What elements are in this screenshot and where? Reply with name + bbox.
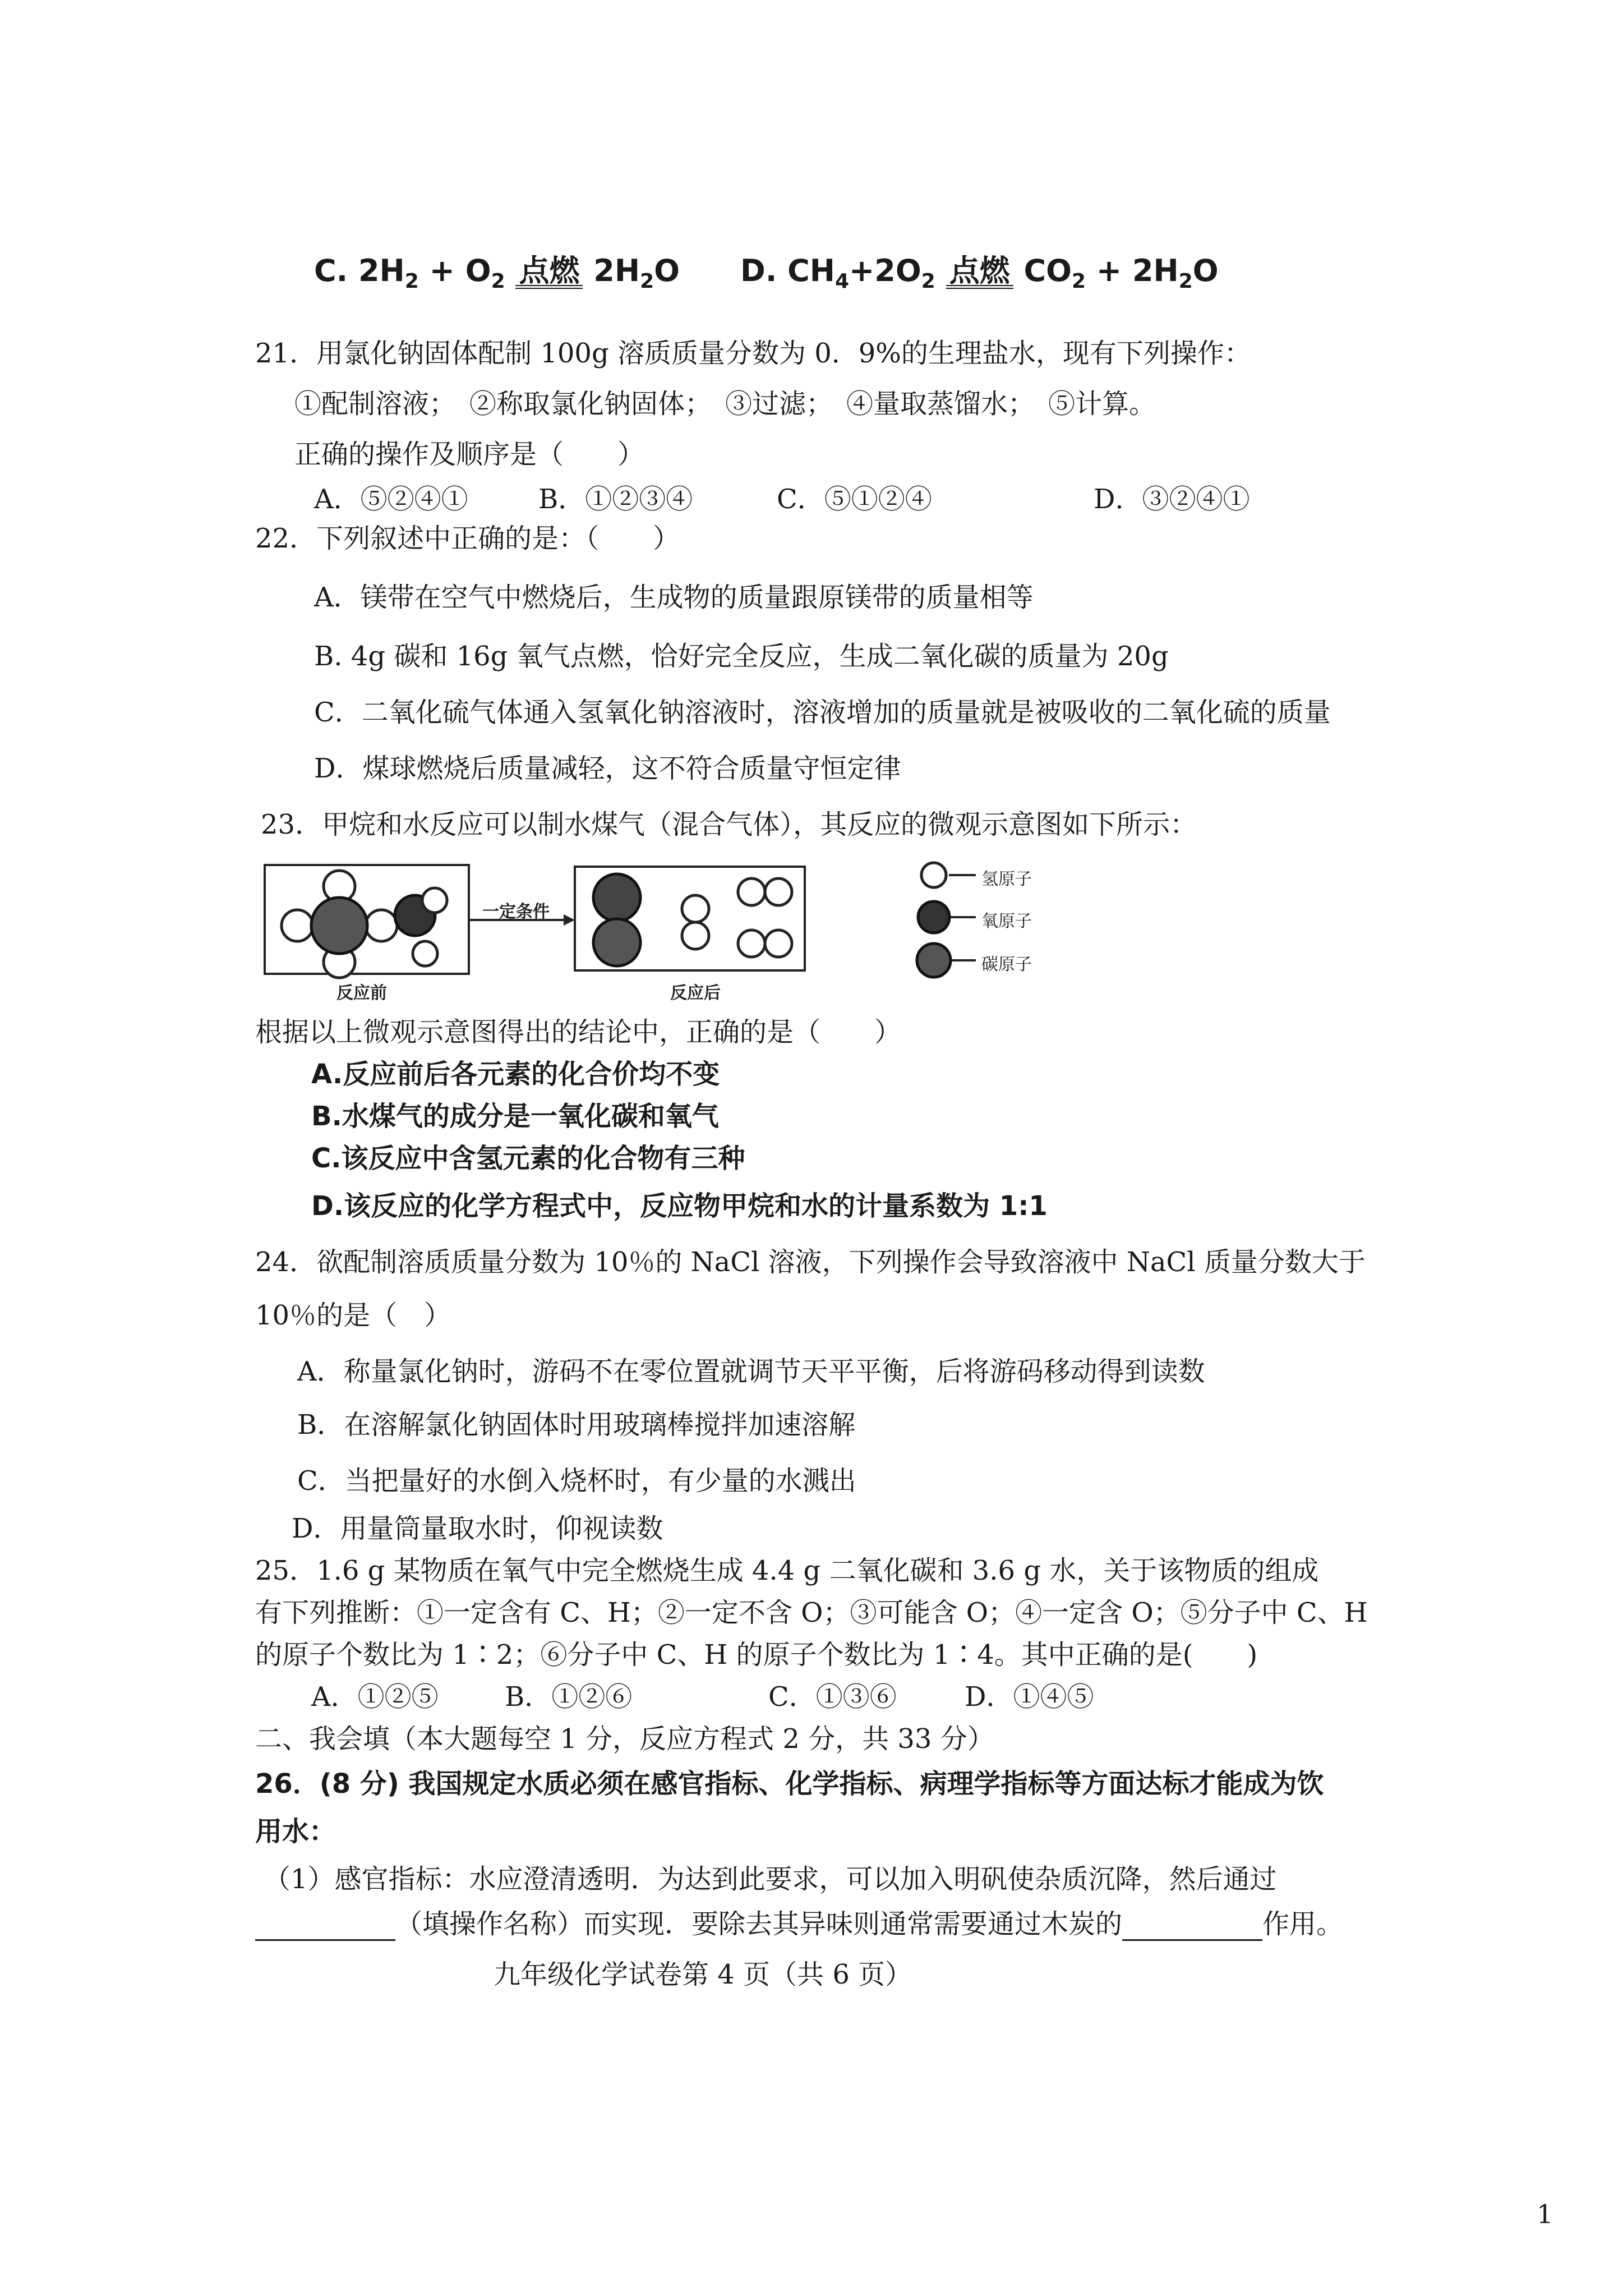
- carbon-monoxide-molecule: [593, 874, 640, 966]
- legend-hydrogen-label: 氢原子: [981, 869, 1032, 889]
- q25-line3: 的原子个数比为 1∶2；⑥分子中 C、H 的原子个数比为 1∶4。其中正确的是( ): [255, 1639, 1258, 1671]
- eq-c-lhs-b-sub: 2: [491, 269, 505, 293]
- legend-carbon-label: 碳原子: [981, 955, 1032, 974]
- hydrogen-molecule-bottom: [738, 930, 792, 957]
- q26-line3: （1）感官指标：水应澄清透明．为达到此要求，可以加入明矾使杂质沉降，然后通过: [264, 1864, 1277, 1895]
- eq-c-lhs-b: O: [465, 253, 491, 288]
- q22-option-a: A．镁带在空气中燃烧后，生成物的质量跟原镁带的质量相等: [314, 582, 1034, 613]
- eq-d-rhs-b-tail: O: [1192, 253, 1219, 288]
- q24-stem-line2: 10％的是（ ）: [255, 1300, 451, 1331]
- section-heading: 二、我会填（本大题每空 1 分，反应方程式 2 分，共 33 分）: [255, 1723, 994, 1755]
- eq-d-rhs-a-sub: 2: [1072, 269, 1086, 293]
- q23-option-a: A.反应前后各元素的化合价均不变: [311, 1059, 720, 1090]
- after-label: 反应后: [670, 983, 721, 1003]
- q21-option-c: C．⑤①②④: [777, 484, 932, 515]
- q21-option-b: B．①②③④: [538, 484, 693, 515]
- eq-c-plus: +: [429, 253, 455, 288]
- q26-line4: [255, 1907, 1343, 1941]
- q25-option-a: A．①②⑤: [311, 1681, 439, 1713]
- eq-d-lhs-b-sub: 2: [921, 269, 935, 293]
- q22-option-b: B. 4g 碳和 16g 氧气点燃，恰好完全反应，生成二氧化碳的质量为 20g: [314, 641, 1169, 672]
- q24-stem-line1: 24．欲配制溶质质量分数为 10％的 NaCl 溶液，下列操作会导致溶液中 NaCl 质量分数大于: [255, 1246, 1366, 1278]
- q24-option-d: D．用量筒量取水时，仰视读数: [292, 1513, 663, 1544]
- q26-blank-2[interactable]: [1122, 1915, 1262, 1941]
- q24-option-a: A．称量氯化钠时，游码不在零位置就调节天平平衡，后将游码移动得到读数: [297, 1356, 1205, 1387]
- q25-option-d: D．①④⑤: [965, 1681, 1094, 1713]
- eq-d-rhs-b-sub: 2: [1178, 269, 1193, 293]
- q25-line2: 有下列推断：①一定含有 C、H；②一定不含 O；③可能含 O；④一定含 O；⑤分子中 C、H: [255, 1597, 1368, 1628]
- q25-option-b: B．①②⑥: [505, 1681, 633, 1713]
- eq-d-lhs-a-sub: 4: [834, 269, 850, 293]
- eq-c-condition: 点燃: [515, 247, 583, 290]
- q26-line4-end: 作用。: [1262, 1908, 1344, 1940]
- page-number: 1: [1537, 2199, 1553, 2229]
- q26-line1: 26．(8 分) 我国规定水质必须在感官指标、化学指标、病理学指标等方面达标才能成为饮: [255, 1768, 1324, 1800]
- water-molecule: [395, 888, 447, 966]
- q22-option-c: C．二氧化硫气体通入氢氧化钠溶液时，溶液增加的质量就是被吸收的二氧化硫的质量: [314, 697, 1331, 728]
- eq-d-plus2: +: [1096, 253, 1122, 288]
- q23-option-b: B.水煤气的成分是一氧化碳和氧气: [311, 1101, 719, 1132]
- q23-ask: 根据以上微观示意图得出的结论中，正确的是（ ）: [255, 1016, 902, 1048]
- q21-option-d: D．③②④①: [1094, 484, 1250, 515]
- reaction-diagram: [0, 0, 1623, 1066]
- eq-c-rhs-a: 2H: [593, 253, 640, 288]
- before-label: 反应前: [336, 983, 387, 1003]
- q24-option-c: C．当把量好的水倒入烧杯时，有少量的水溅出: [297, 1465, 856, 1497]
- legend-hydrogen: [921, 863, 976, 887]
- equation-d-label: D.: [740, 253, 777, 288]
- legend-carbon: [917, 944, 976, 977]
- eq-d-plus: +2O: [849, 253, 921, 288]
- q26-blank-1[interactable]: [255, 1915, 395, 1941]
- legend-oxygen-label: 氧原子: [981, 912, 1032, 931]
- eq-c-lhs-a: 2H: [358, 253, 405, 288]
- q21-option-a: A．⑤②④①: [314, 484, 468, 515]
- q23-option-d: D.该反应的化学方程式中，反应物甲烷和水的计量系数为 1:1: [311, 1190, 1048, 1222]
- q23-option-c: C.该反应中含氢元素的化合物有三种: [311, 1143, 745, 1174]
- q21-ask: 正确的操作及顺序是（ ）: [294, 439, 645, 470]
- legend-oxygen: [918, 901, 976, 933]
- q21-ops: ①配制溶液； ②称取氯化钠固体； ③过滤； ④量取蒸馏水； ⑤计算。: [294, 388, 1156, 420]
- eq-d-lhs-a: CH: [787, 253, 835, 288]
- eq-d-rhs-a: CO: [1023, 253, 1072, 288]
- q26-line2: 用水：: [255, 1816, 336, 1847]
- methane-molecule: [282, 871, 397, 978]
- q25-line1: 25．1.6 g 某物质在氧气中完全燃烧生成 4.4 g 二氧化碳和 3.6 g 水，关于该物质的组成: [255, 1555, 1319, 1586]
- q26-line4-mid: （填操作名称）而实现．要除去其异味则通常需要通过木炭的: [395, 1908, 1123, 1940]
- eq-d-rhs-b: 2H: [1132, 253, 1179, 288]
- eq-d-condition: 点燃: [946, 247, 1013, 290]
- hydrogen-molecule-vertical: [682, 895, 709, 949]
- q25-option-c: C．①③⑥: [768, 1681, 897, 1713]
- page-footer: 九年级化学试卷第 4 页（共 6 页）: [494, 1959, 912, 1990]
- eq-c-lhs-a-sub: 2: [404, 269, 419, 293]
- q24-option-b: B．在溶解氯化钠固体时用玻璃棒搅拌加速溶解: [297, 1409, 856, 1441]
- hydrogen-molecule-top: [738, 878, 792, 905]
- q23-stem: 23．甲烷和水反应可以制水煤气（混合气体），其反应的微观示意图如下所示：: [261, 809, 1197, 840]
- q21-stem: 21．用氯化钠固体配制 100g 溶质质量分数为 0．9%的生理盐水，现有下列操作：: [255, 338, 1251, 369]
- equation-c-label: C.: [314, 253, 348, 288]
- arrow-label: 一定条件: [482, 902, 550, 922]
- eq-c-rhs-a-tail: O: [654, 253, 680, 288]
- eq-c-rhs-a-sub: 2: [640, 269, 654, 293]
- q22-stem: 22．下列叙述中正确的是：（ ）: [255, 523, 680, 554]
- q22-option-d: D．煤球燃烧后质量减轻，这不符合质量守恒定律: [314, 753, 901, 784]
